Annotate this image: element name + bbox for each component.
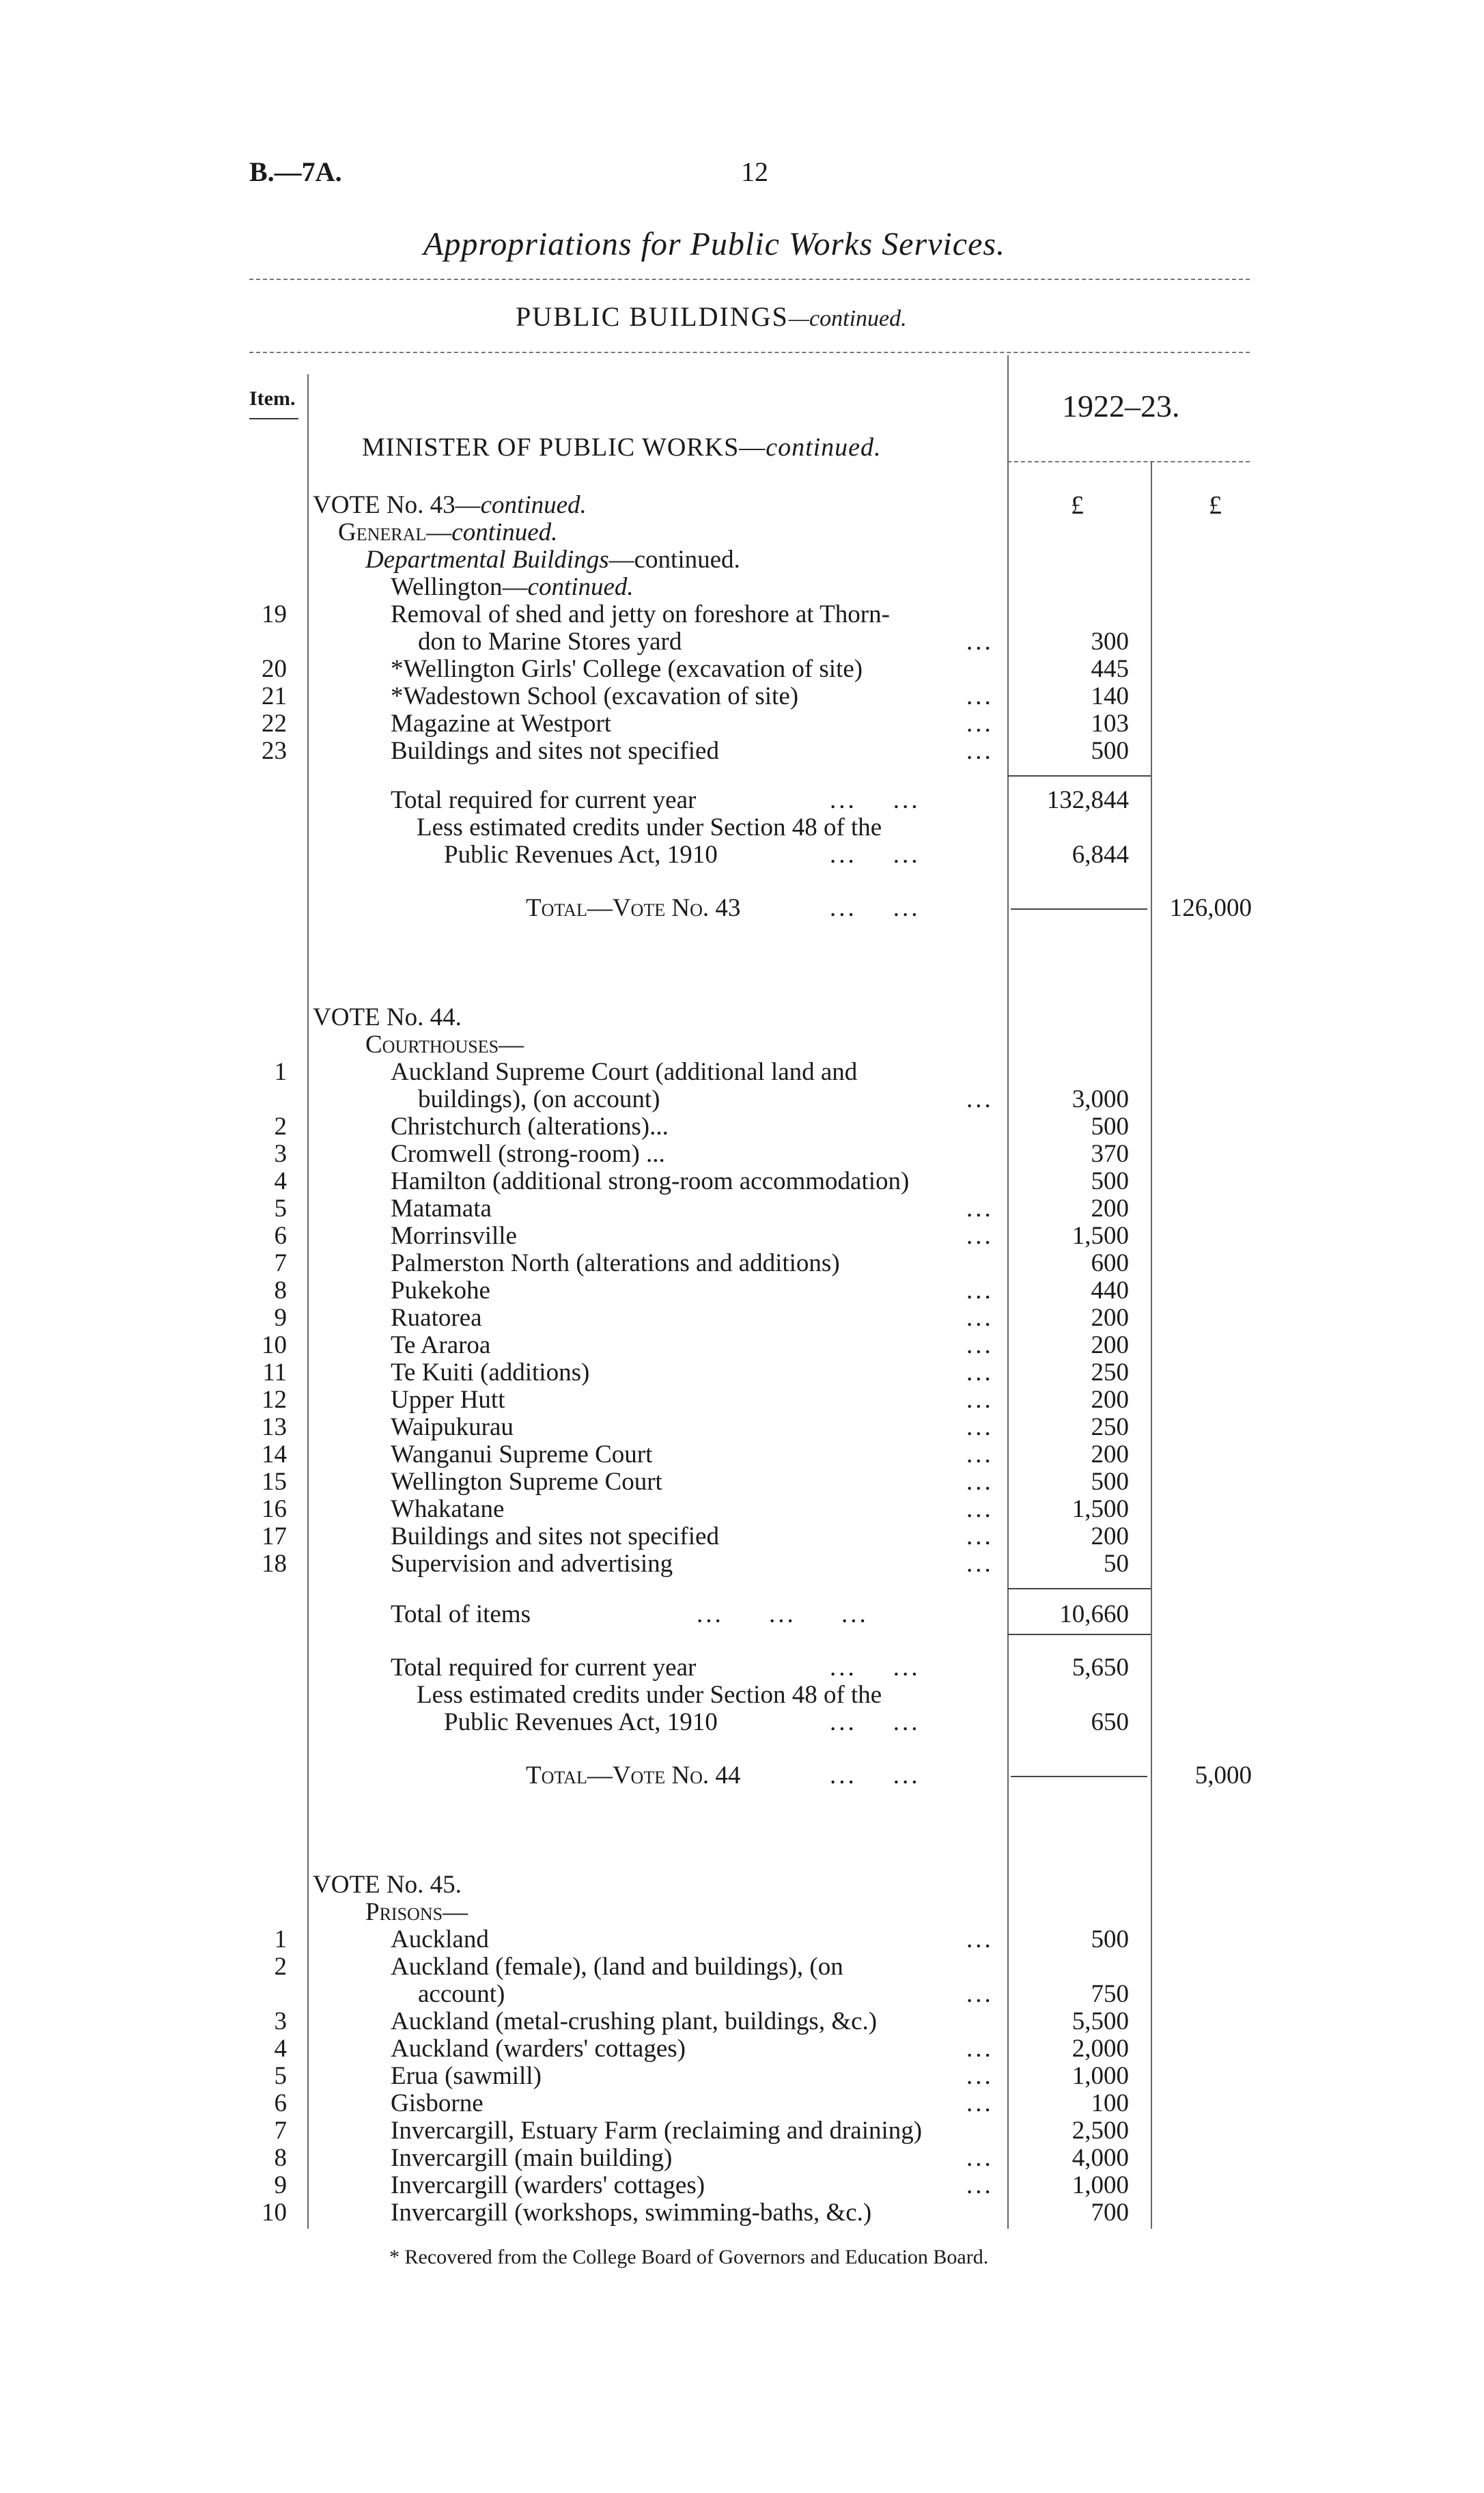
item-description: Auckland <box>391 1925 489 1953</box>
section-suffix: —continued. <box>788 306 907 331</box>
leader-dots: ... <box>966 1331 994 1359</box>
minister-title: MINISTER OF PUBLIC WORKS— <box>362 433 766 462</box>
item-amount: 500 <box>1091 1167 1129 1195</box>
vote45-title: VOTE No. 45. <box>313 1871 462 1899</box>
vote44-total-items: 10,660 <box>1059 1600 1129 1628</box>
pound-sign-column2: £ <box>1209 491 1222 520</box>
leader-dots: ... ... <box>830 841 921 869</box>
vote43-wellington-text: Wellington— <box>391 573 528 601</box>
vote44-total-required: 5,650 <box>1072 1654 1129 1682</box>
leader-dots: ... <box>966 1386 994 1414</box>
item-column-header: Item. <box>249 387 296 410</box>
vote44-total: 5,000 <box>1194 1761 1252 1789</box>
item-amount: 4,000 <box>1072 2144 1129 2172</box>
item-amount: 500 <box>1091 737 1129 765</box>
leader-dots: ... <box>966 1195 994 1223</box>
item-amount: 440 <box>1091 1277 1129 1305</box>
vote44-subtotal-rule <box>1007 1634 1151 1635</box>
leader-dots: ... <box>966 1550 994 1578</box>
vote43-title-text: VOTE No. 43— <box>313 491 481 519</box>
item-number: 6 <box>274 2089 287 2117</box>
item-number: 8 <box>274 2144 287 2172</box>
item-number: 3 <box>274 2007 287 2035</box>
item-amount: 700 <box>1091 2199 1129 2227</box>
item-number: 17 <box>262 1522 287 1550</box>
vote43-title <box>313 490 587 520</box>
item-description: Wellington Supreme Court <box>391 1468 662 1496</box>
vote44-title: VOTE No. 44. <box>313 1003 462 1031</box>
item-description: Pukekohe <box>391 1277 490 1305</box>
item-amount: 750 <box>1091 1980 1129 2008</box>
vote43-subtotal-rule <box>1007 775 1151 777</box>
divider <box>249 279 1250 280</box>
item-description: Wanganui Supreme Court <box>391 1440 653 1468</box>
item-amount: 200 <box>1091 1195 1129 1223</box>
item-number: 10 <box>262 1331 287 1359</box>
leader-dots: ... ... <box>830 1761 921 1789</box>
divider <box>249 352 1250 353</box>
item-description: *Wellington Girls' College (excavation of site) <box>391 655 863 683</box>
year-header: 1922–23. <box>1062 389 1180 423</box>
pound-sign-column1: £ <box>1071 491 1084 520</box>
item-description: Buildings and sites not specified <box>391 737 719 765</box>
vote44-less-credits-line2: Public Revenues Act, 1910 <box>444 1708 718 1736</box>
item-number: 16 <box>262 1495 287 1523</box>
item-amount: 600 <box>1091 1249 1129 1277</box>
item-amount: 250 <box>1091 1359 1129 1387</box>
column-rule-amount <box>1151 461 1152 2229</box>
vote43-general-text: General— <box>338 518 452 546</box>
year-header-rule <box>1007 461 1250 462</box>
item-amount: 3,000 <box>1072 1085 1129 1113</box>
vote44-items-rule <box>1007 1588 1151 1589</box>
leader-dots: ... <box>966 1468 994 1496</box>
vote44-total-rule <box>1011 1776 1147 1777</box>
item-number: 3 <box>274 1140 287 1168</box>
item-description: Waipukurau <box>391 1413 514 1441</box>
leader-dots: ... <box>966 1495 994 1523</box>
page-title: Appropriations for Public Works Services. <box>423 226 1006 262</box>
item-amount: 200 <box>1091 1522 1129 1550</box>
item-description: Supervision and advertising <box>391 1550 673 1578</box>
vote43-dept-suffix: —continued. <box>608 546 740 574</box>
page-number: 12 <box>741 156 768 187</box>
item-description-continued: buildings), (on account) <box>418 1085 660 1113</box>
item-description: Invercargill, Estuary Farm (reclaiming and draining) <box>391 2117 923 2145</box>
vote44-heading: Courthouses— <box>365 1031 524 1059</box>
leader-dots: ... <box>966 1304 994 1332</box>
leader-dots: ... <box>966 2171 994 2199</box>
item-amount: 200 <box>1091 1386 1129 1414</box>
item-description-continued: account) <box>418 1980 505 2008</box>
leader-dots: ... ... <box>830 894 921 922</box>
item-amount: 500 <box>1091 1925 1129 1953</box>
item-description: Morrinsville <box>391 1222 517 1250</box>
item-number: 2 <box>274 1113 287 1141</box>
item-number: 15 <box>262 1468 287 1496</box>
leader-dots: ... <box>966 628 994 656</box>
vote43-wellington-suffix: continued. <box>527 573 634 601</box>
item-number: 4 <box>274 1167 287 1195</box>
vote43-total: 126,000 <box>1169 894 1252 922</box>
vote43-title-suffix: continued. <box>480 491 587 519</box>
item-description: Te Araroa <box>391 1331 491 1359</box>
item-description: Palmerston North (alterations and additions) <box>391 1249 840 1277</box>
item-amount: 103 <box>1091 710 1129 738</box>
item-number: 5 <box>274 2062 287 2090</box>
item-header-rule <box>249 418 298 419</box>
item-description: Invercargill (main building) <box>391 2144 673 2172</box>
column-rule-item <box>307 374 309 2229</box>
item-description: Erua (sawmill) <box>391 2062 542 2090</box>
vote44-total-label: Total—Vote No. 44 <box>526 1761 741 1789</box>
leader-dots: ... ... <box>830 786 921 814</box>
leader-dots: ... ... <box>830 1654 921 1682</box>
item-description: Invercargill (warders' cottages) <box>391 2171 705 2199</box>
item-number: 7 <box>274 2117 287 2145</box>
item-number: 10 <box>262 2199 287 2227</box>
item-description: Te Kuiti (additions) <box>391 1359 590 1387</box>
item-amount: 2,500 <box>1072 2117 1129 2145</box>
vote43-less-credits-line2: Public Revenues Act, 1910 <box>444 841 718 869</box>
item-amount: 300 <box>1091 628 1129 656</box>
item-description: Auckland Supreme Court (additional land and <box>391 1058 858 1086</box>
item-description: Ruatorea <box>391 1304 482 1332</box>
vote43-total-required-label: Total required for current year <box>391 786 697 814</box>
item-number: 4 <box>274 2035 287 2063</box>
item-number: 22 <box>262 710 287 738</box>
leader-dots: ... <box>966 1277 994 1305</box>
item-amount: 200 <box>1091 1331 1129 1359</box>
vote43-total-label: Total—Vote No. 43 <box>526 894 741 922</box>
vote45-heading: Prisons— <box>365 1898 468 1926</box>
leader-dots: ... <box>966 682 994 710</box>
vote43-dept <box>365 545 740 574</box>
leader-dots: ... <box>966 2089 994 2117</box>
item-description: Hamilton (additional strong-room accommodation) <box>391 1167 910 1195</box>
item-description: Auckland (female), (land and buildings), (on <box>391 1953 843 1981</box>
item-amount: 250 <box>1091 1413 1129 1441</box>
item-amount: 100 <box>1091 2089 1129 2117</box>
item-number: 20 <box>262 655 287 683</box>
item-amount: 370 <box>1091 1140 1129 1168</box>
vote43-general <box>338 518 557 547</box>
item-description: Buildings and sites not specified <box>391 1522 719 1550</box>
item-description: Auckland (warders' cottages) <box>391 2035 686 2063</box>
vote43-total-required: 132,844 <box>1046 786 1129 814</box>
item-amount: 2,000 <box>1072 2035 1129 2063</box>
minister-suffix: continued. <box>766 433 882 462</box>
item-number: 1 <box>274 1925 287 1953</box>
item-number: 21 <box>262 682 287 710</box>
item-amount: 445 <box>1091 655 1129 683</box>
item-number: 19 <box>262 600 287 628</box>
item-description: Invercargill (workshops, swimming-baths, &c.) <box>391 2199 872 2227</box>
leader-dots: ... <box>966 2035 994 2063</box>
leader-dots: ... <box>966 710 994 738</box>
leader-dots: ... ... ... <box>697 1600 869 1628</box>
vote44-less-credits-line1: Less estimated credits under Section 48 of the <box>417 1681 882 1709</box>
item-number: 23 <box>262 737 287 765</box>
item-number: 13 <box>262 1413 287 1441</box>
vote43-general-suffix: continued. <box>451 518 558 546</box>
item-description: Gisborne <box>391 2089 484 2117</box>
vote44-total-items-label: Total of items <box>391 1600 531 1628</box>
minister-heading <box>362 432 882 462</box>
item-amount: 500 <box>1091 1468 1129 1496</box>
item-description: Magazine at Westport <box>391 710 612 738</box>
item-number: 6 <box>274 1222 287 1250</box>
vote43-less-credits: 6,844 <box>1072 841 1129 869</box>
item-amount: 140 <box>1091 682 1129 710</box>
leader-dots: ... ... <box>830 1708 921 1736</box>
leader-dots: ... <box>966 1413 994 1441</box>
leader-dots: ... <box>966 1359 994 1387</box>
item-number: 7 <box>274 1249 287 1277</box>
item-number: 2 <box>274 1953 287 1981</box>
item-amount: 200 <box>1091 1440 1129 1468</box>
section-title: PUBLIC BUILDINGS <box>516 301 789 332</box>
item-amount: 1,500 <box>1072 1222 1129 1250</box>
item-description-continued: don to Marine Stores yard <box>418 628 682 656</box>
footnote: * Recovered from the College Board of Governors and Education Board. <box>389 2246 989 2268</box>
item-number: 8 <box>274 1277 287 1305</box>
item-amount: 1,500 <box>1072 1495 1129 1523</box>
leader-dots: ... <box>966 1925 994 1953</box>
vote43-dept-text: Departmental Buildings <box>365 546 609 574</box>
section-heading <box>516 301 907 333</box>
leader-dots: ... <box>966 1522 994 1550</box>
item-number: 9 <box>274 1304 287 1332</box>
item-description: *Wadestown School (excavation of site) <box>391 682 799 710</box>
vote44-total-required-label: Total required for current year <box>391 1654 697 1682</box>
leader-dots: ... <box>966 1980 994 2008</box>
item-number: 9 <box>274 2171 287 2199</box>
item-amount: 1,000 <box>1072 2062 1129 2090</box>
document-reference: B.—7A. <box>249 156 342 187</box>
column-rule-text <box>1007 355 1009 2229</box>
item-number: 1 <box>274 1058 287 1086</box>
leader-dots: ... <box>966 737 994 765</box>
item-number: 11 <box>262 1359 287 1387</box>
vote43-less-credits-line1: Less estimated credits under Section 48 of the <box>417 813 882 841</box>
item-amount: 50 <box>1104 1550 1129 1578</box>
item-amount: 500 <box>1091 1113 1129 1141</box>
item-description: Matamata <box>391 1195 492 1223</box>
item-number: 14 <box>262 1440 287 1468</box>
vote43-total-rule <box>1011 908 1147 910</box>
leader-dots: ... <box>966 2144 994 2172</box>
item-number: 5 <box>274 1195 287 1223</box>
item-description: Auckland (metal-crushing plant, buildings, &c.) <box>391 2007 878 2035</box>
leader-dots: ... <box>966 1085 994 1113</box>
item-amount: 1,000 <box>1072 2171 1129 2199</box>
vote43-wellington <box>391 572 634 602</box>
item-description: Cromwell (strong-room) ... <box>391 1140 665 1168</box>
item-description: Upper Hutt <box>391 1386 505 1414</box>
leader-dots: ... <box>966 1222 994 1250</box>
item-number: 18 <box>262 1550 287 1578</box>
item-amount: 200 <box>1091 1304 1129 1332</box>
item-description: Removal of shed and jetty on foreshore at Thorn- <box>391 600 890 628</box>
item-description: Christchurch (alterations)... <box>391 1113 669 1141</box>
vote44-less-credits: 650 <box>1091 1708 1129 1736</box>
item-description: Whakatane <box>391 1495 505 1523</box>
item-amount: 5,500 <box>1072 2007 1129 2035</box>
item-number: 12 <box>262 1386 287 1414</box>
leader-dots: ... <box>966 1440 994 1468</box>
leader-dots: ... <box>966 2062 994 2090</box>
